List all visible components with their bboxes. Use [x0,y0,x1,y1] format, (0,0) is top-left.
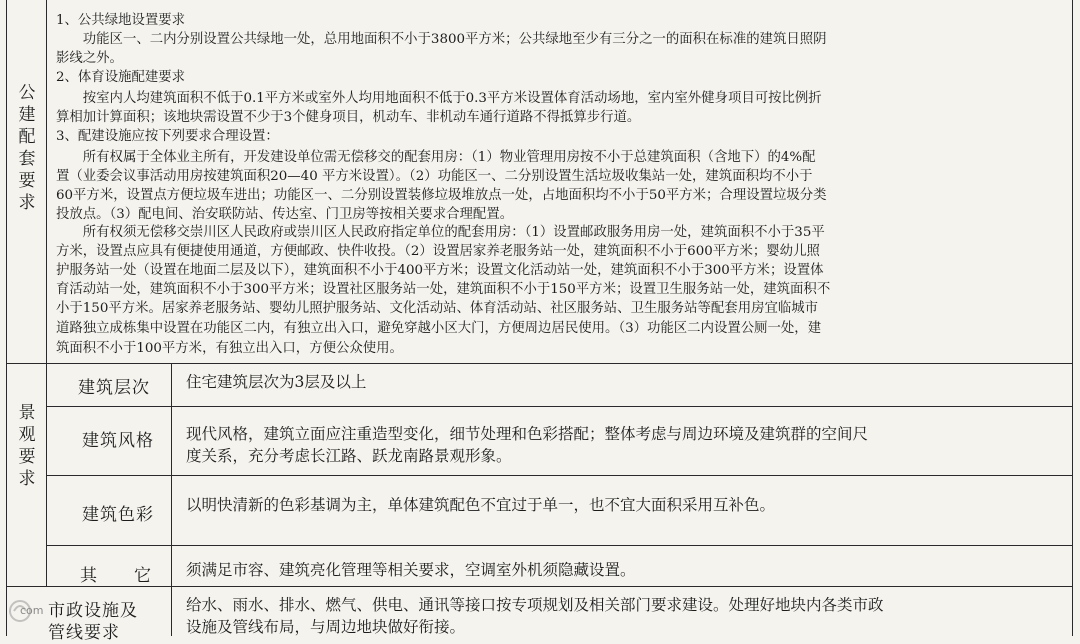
para-line: 2、体育设施配建要求 [56,70,186,85]
row-text-building-height: 住宅建筑层次为3层及以上 [186,373,367,391]
para-line: 1、公共绿地设置要求 [56,13,186,28]
para-line: 筑面积不小于100平方米，有独立出入口，方便公众使用。 [56,341,403,356]
para-line: 小于150平方米。居家养老服务站、婴幼儿照护服务站、文化活动站、体育活动站、社区服务站、卫生服务站等配套用房宜临城市 [56,301,819,316]
para-line: 道路独立成栋集中设置在功能区二内，有独立出入口，避免穿越小区大门，方便周边居民使用。（3）功能区二内设置公厕一处，建 [56,321,822,336]
label-column-divider [46,0,47,586]
para-line: 方米，设置点应具有便捷使用通道，方便邮政、快件收投。（2）设置居家养老服务站一处，建筑面积不小于600平方米；婴幼儿照 [56,244,820,259]
table-border-right [1072,0,1073,636]
para-line: 护服务站一处（设置在地面二层及以下），建筑面积不小于400平方米；设置文化活动站一处，建筑面积不小于300平方米；设置体 [56,263,824,278]
para-line: 功能区一、二内分别设置公共绿地一处，总用地面积不小于3800平方米；公共绿地至少有三分之一的面积在标准的建筑日照阴 [56,32,827,47]
sublabel-column-divider [171,363,172,636]
para-line: 所有权属于全体业主所有，开发建设单位需无偿移交的配套用房：（1）物业管理用房按不小于总建筑面积（含地下）的4%配 [56,150,816,165]
para-line: 3、配建设施应按下列要求合理设置： [56,129,279,144]
para-line: 育活动站一处，建筑面积不小于300平方米；设置社区服务站一处，建筑面积不小于150平方米；设置卫生服务站一处，建筑面积不 [56,282,831,297]
row-label-other: 其 它 [80,566,152,586]
municipal-text: 设施及管线布局，与周边地块做好衔接。 [186,618,466,636]
para-line: 算相加计算面积；该地块需设置不少于3个健身项目，机动车、非机动车通行道路不得抵算步行道。 [56,110,641,125]
landscape-label: 景 观 要 求 [18,403,36,489]
para-line: 置（业委会议事活动用房按建筑面积20—40 平方米设置）。（2）功能区一、二分别设置生活垃圾收集站一处，建筑面积均不小于 [56,169,813,184]
watermark-text: com [20,604,44,617]
municipal-text: 给水、雨水、排水、燃气、供电、通讯等接口按专项规划及相关部门要求建设。处理好地块内各类市政 [186,596,884,614]
row-text-building-color: 以明快清新的色彩基调为主，单体建筑配色不宜过于单一，也不宜大面积采用互补色。 [186,496,776,514]
row-divider-3 [46,545,1073,546]
para-line: 按室内人均建筑面积不低于0.1平方米或室外人均用地面积不低于0.3平方米设置体育活动场地，室内室外健身项目可按比例折 [56,91,822,106]
para-line: 60平方米，设置点方便垃圾车进出；功能区一、二分别设置装修垃圾堆放点一处，占地面积均不小于50平方米；合理设置垃圾分类 [56,188,827,203]
row-text-other: 须满足市容、建筑亮化管理等相关要求，空调室外机须隐藏设置。 [186,561,636,579]
para-line: 影线之外。 [56,51,123,66]
public-facilities-label: 公 建 配 套 要 求 [18,83,36,213]
row-divider-municipal [6,586,1073,587]
table-border-left [6,0,7,636]
para-line: 投放点。（3）配电间、治安联防站、传达室、门卫房等按相关要求合理配置。 [56,207,514,222]
row-divider-public [6,363,1073,364]
row-label-building-height: 建筑层次 [78,378,150,398]
para-line: 所有权须无偿移交崇川区人民政府或崇川区人民政府指定单位的配套用房：（1）设置邮政服务用房一处，建筑面积不小于35平 [56,225,825,240]
row-label-building-color: 建筑色彩 [82,505,154,525]
row-text-building-style: 现代风格，建筑立面应注重造型变化，细节处理和色彩搭配；整体考虑与周边环境及建筑群的空间尺 [186,425,869,443]
municipal-label: 市政设施及 管线要求 [48,601,138,643]
row-text-building-style: 度关系，充分考虑长江路、跃龙南路景观形象。 [186,447,512,465]
row-divider-1 [46,406,1073,407]
row-divider-2 [46,475,1073,476]
row-label-building-style: 建筑风格 [82,431,154,451]
